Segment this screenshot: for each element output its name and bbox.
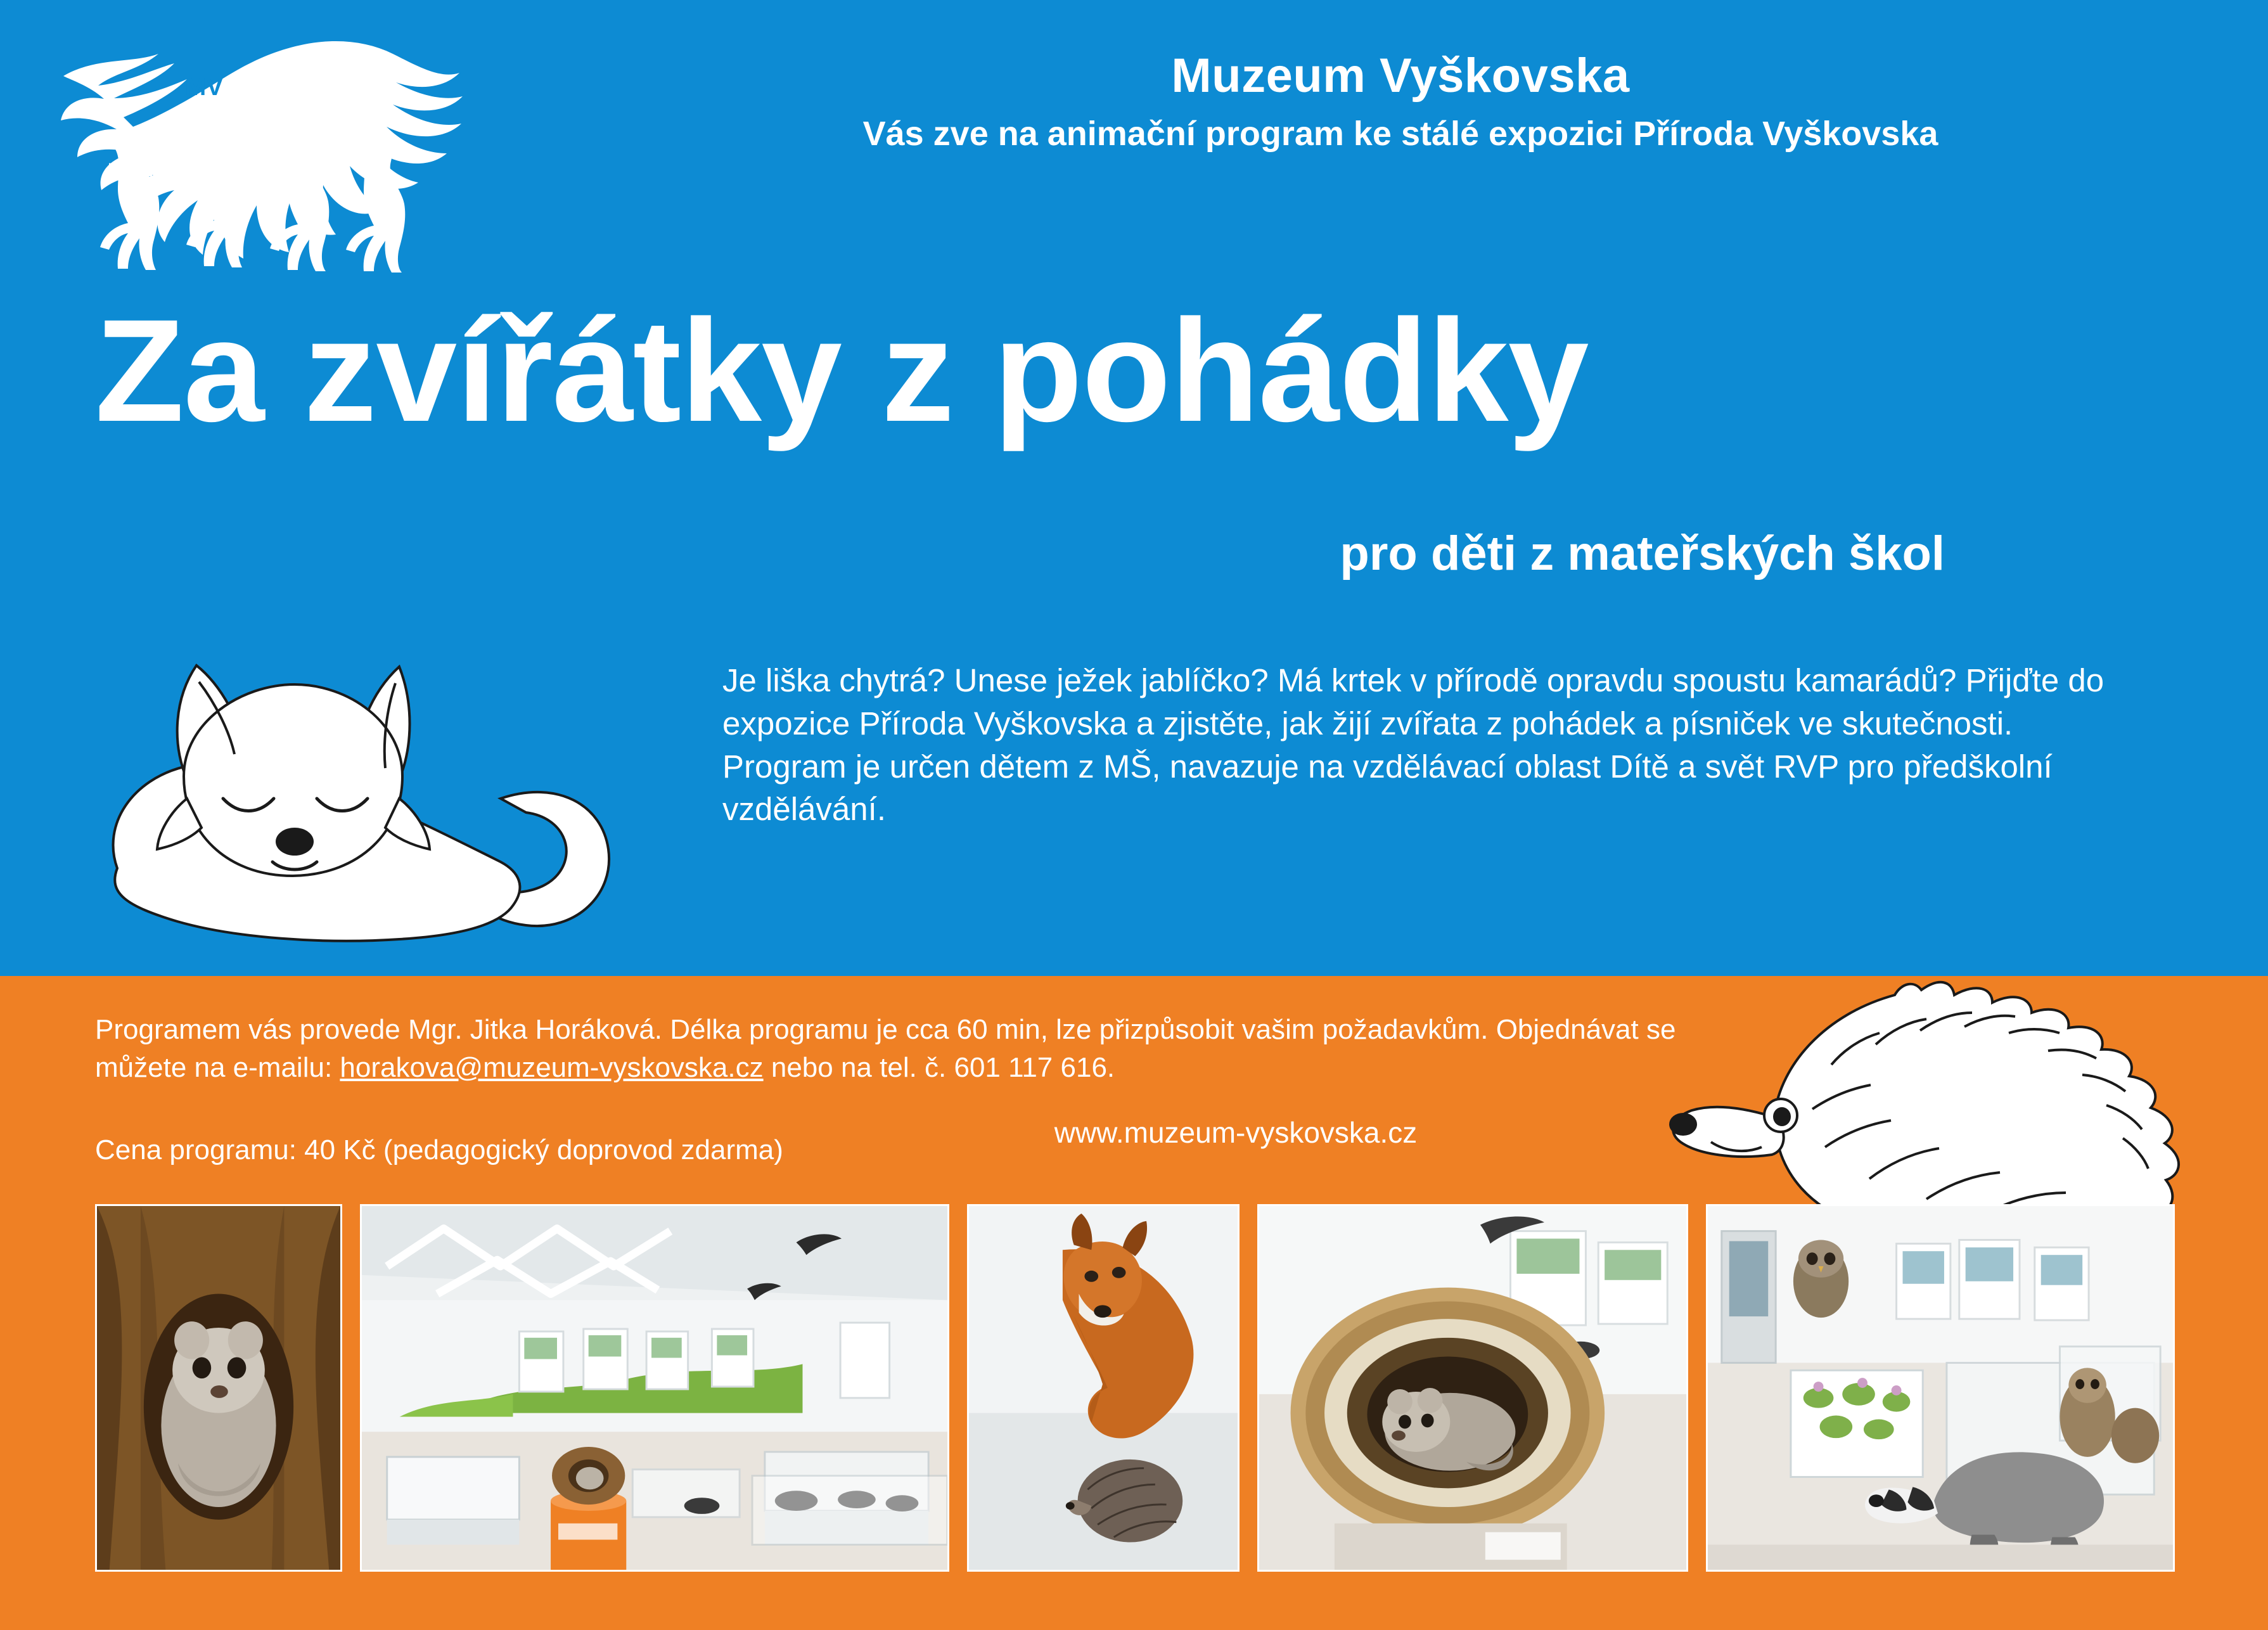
contact-info: [95, 1011, 1717, 1087]
website-line: www.muzeum-vyskovska.cz: [1054, 1116, 1418, 1149]
logo-monogram: MV: [185, 73, 223, 101]
body-copy: [722, 659, 2174, 831]
museum-name: Muzeum Vyškovska: [1171, 49, 1630, 103]
contact-text-after: nebo na tel. č. 601 117 616.: [763, 1051, 1115, 1083]
invite-line: Vás zve na animační program ke stálé expozici Příroda Vyškovska: [862, 114, 1938, 153]
photo-dormouse-in-tree-hollow: [95, 1204, 342, 1572]
body-paragraph-2: Program je určen dětem z MŠ, navazuje na vzdělávací oblast Dítě a svět RVP pro předškolní vzdělávání.: [722, 748, 2053, 828]
photo-exhibition-hall-wide: [360, 1204, 949, 1572]
logo-wordmark-secondary: VYŠKOVSKA: [215, 160, 349, 181]
page-title: Za zvířátky z pohádky: [95, 289, 1589, 452]
poster-header: [570, 51, 2231, 153]
photo-fox-and-hedgehog-mount: [967, 1204, 1240, 1572]
hedgehog-illustration: [1622, 906, 2262, 1248]
sleeping-fox-illustration: [57, 589, 646, 976]
photo-strip: [95, 1204, 2180, 1572]
photo-dormouse-in-log-display: [1257, 1204, 1688, 1572]
deer-tree-logo-icon: [38, 19, 482, 273]
page-subtitle: pro děti z mateřských škol: [1340, 527, 1945, 581]
body-paragraph-1: Je liška chytrá? Unese ježek jablíčko? Má krtek v přírodě opravdu spoustu kamarádů? Přijďte do expozice Příroda Vyškovska a zjistěte, jak žijí zvířata z pohádek a písniček ve skutečnosti.: [722, 662, 2105, 741]
price-line: Cena programu: 40 Kč (pedagogický doprovod zdarma): [95, 1134, 783, 1165]
logo-wordmark-primary: MUZEUM: [108, 160, 203, 181]
contact-text-before: Programem vás provede Mgr. Jitka Horáková. Délka programu je cca 60 min, lze přizpůsobit vašim požadavkům. Objednávat se můžete na e-mailu:: [95, 1014, 1676, 1083]
photo-badger-and-marmot-display: [1706, 1204, 2175, 1572]
contact-email-link[interactable]: horakova@muzeum-vyskovska.cz: [340, 1051, 764, 1083]
